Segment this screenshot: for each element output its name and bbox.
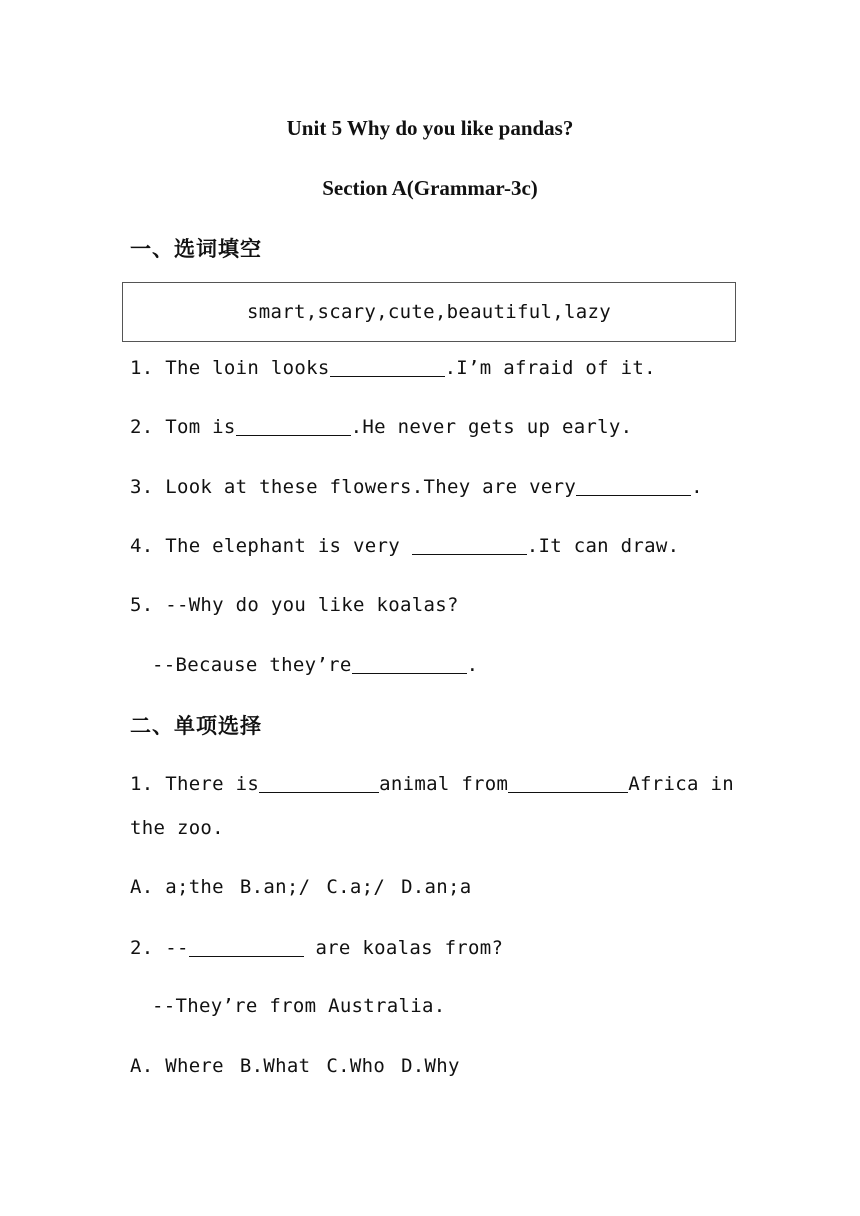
page-title: Unit 5 Why do you like pandas? (286, 116, 574, 140)
fill-question-3 (130, 475, 703, 498)
fill-question-1 (130, 356, 656, 379)
question-text: 2. Tom is (130, 415, 236, 438)
fill-question-2 (130, 415, 632, 438)
answer-blank (412, 534, 527, 555)
fill-question-5-prompt: 5. --Why do you like koalas? (130, 594, 459, 616)
option-a: A. Where (130, 1055, 224, 1077)
option-b: B.What (239, 1055, 311, 1077)
choice-question-1 (130, 772, 734, 795)
answer-blank (508, 772, 628, 793)
section-heading-multiple-choice: 二、单项选择 (130, 714, 262, 738)
question-text: 4. The elephant is very (130, 534, 412, 557)
question-text: 1. There is (130, 772, 260, 795)
word-bank-text: smart,scary,cute,beautiful,lazy (247, 301, 611, 323)
answer-blank (236, 415, 351, 436)
option-d: D.Why (401, 1055, 460, 1077)
question-text: .I’m afraid of it. (444, 356, 656, 379)
choice-question-1-continued: the zoo. (130, 817, 224, 839)
option-a: A. a;the (130, 876, 224, 898)
answer-blank (189, 936, 304, 957)
option-c: C.a;/ (326, 876, 386, 898)
answer-blank (576, 475, 691, 496)
fill-question-4 (130, 534, 679, 557)
choice-question-1-options (130, 876, 488, 898)
question-text: animal from (379, 772, 509, 795)
question-text: --Because they’re (152, 653, 352, 676)
question-text: .It can draw. (526, 534, 680, 557)
question-text: . (466, 653, 479, 676)
word-bank-box (122, 282, 736, 342)
choice-question-2-answer: --They’re from Australia. (152, 995, 446, 1017)
question-text: .He never gets up early. (350, 415, 633, 438)
choice-question-2 (130, 936, 503, 959)
choice-question-2-options (130, 1055, 476, 1077)
answer-blank (352, 653, 467, 674)
fill-question-5-answer (152, 653, 478, 676)
question-text: . (691, 475, 703, 498)
question-text: 1. The loin looks (130, 356, 330, 379)
question-text: are koalas from? (303, 936, 504, 959)
answer-blank (259, 772, 379, 793)
option-c: C.Who (326, 1055, 386, 1077)
option-d: D.an;a (401, 876, 472, 898)
answer-blank (330, 356, 445, 377)
question-text: 3. Look at these flowers.They are very (130, 475, 577, 498)
question-text: Africa in (628, 772, 734, 795)
section-heading-fill-blank: 一、选词填空 (130, 237, 262, 261)
question-text: 2. -- (130, 936, 189, 959)
page-subtitle: Section A(Grammar-3c) (322, 176, 538, 200)
option-b: B.an;/ (239, 876, 311, 898)
